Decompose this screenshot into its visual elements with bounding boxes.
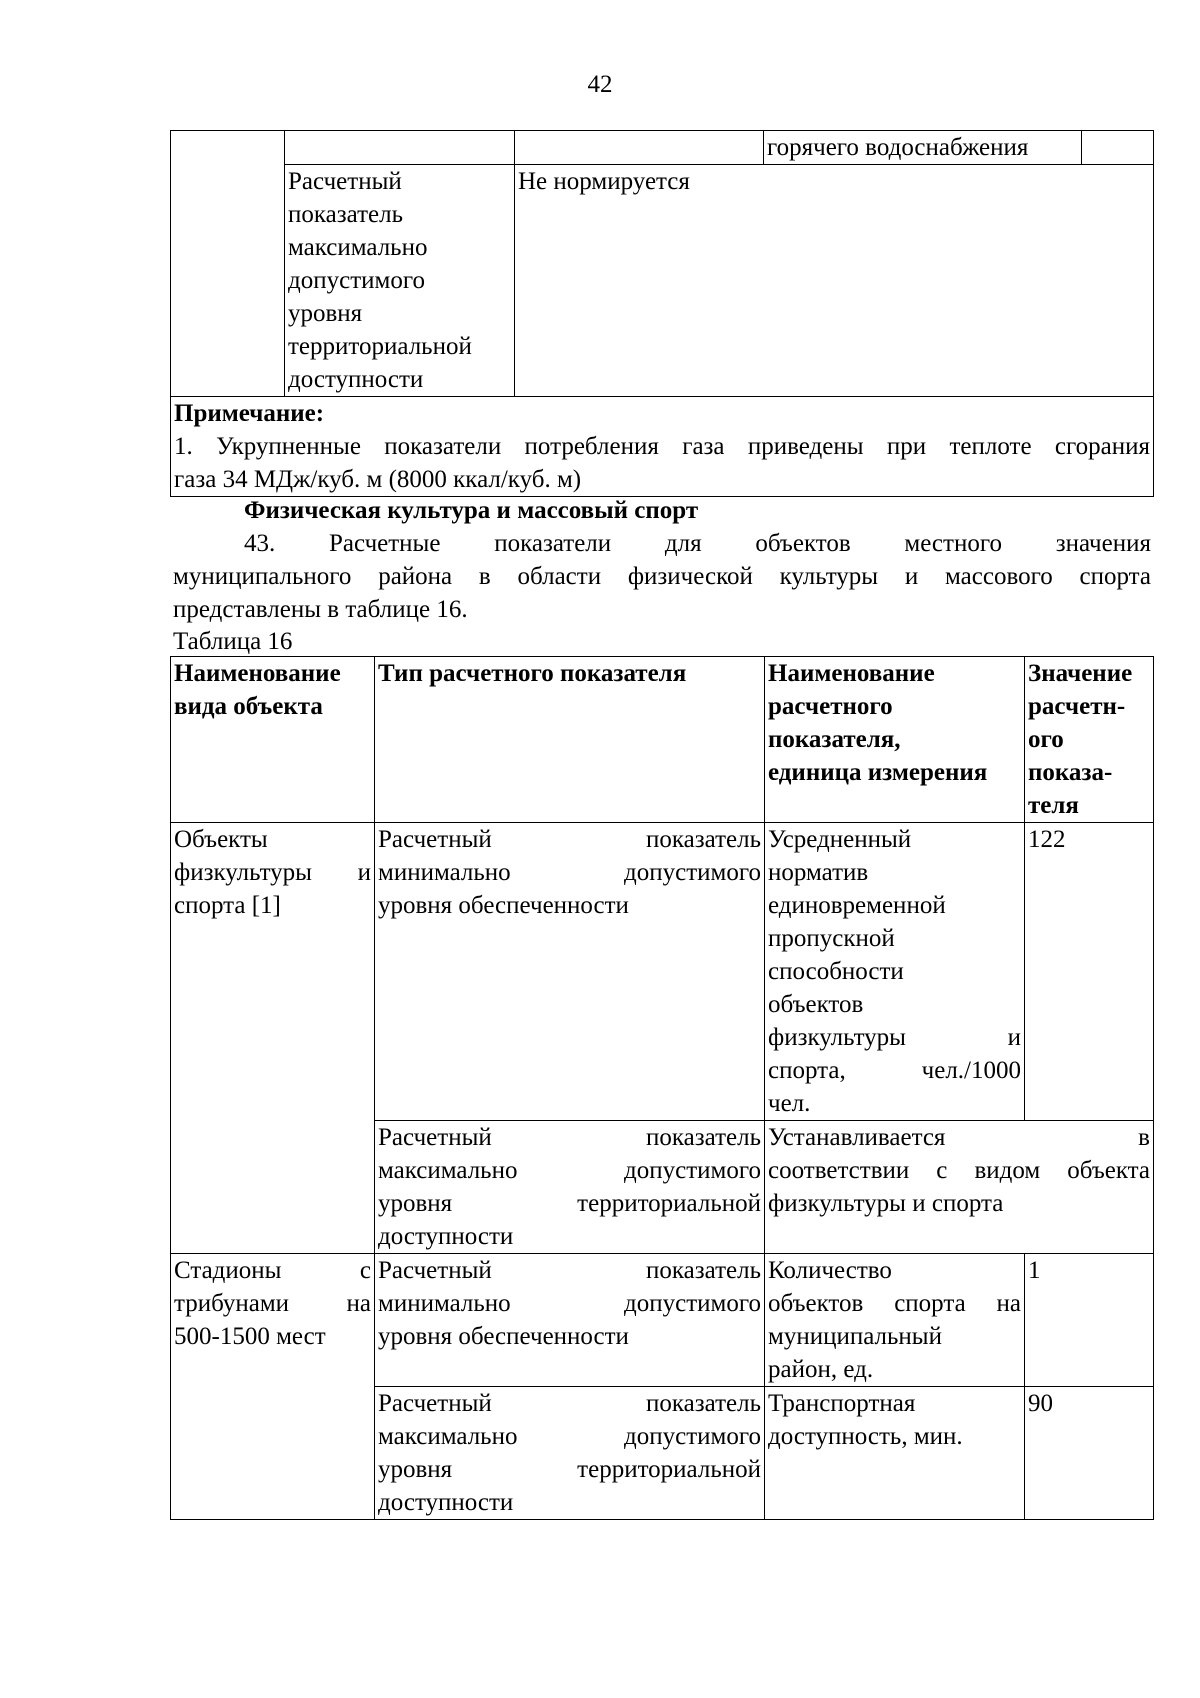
note-title: Примечание: xyxy=(174,400,325,427)
cell-line: физкультуры и xyxy=(768,1024,1021,1051)
paragraph-line: представлены в таблице 16. xyxy=(173,596,468,623)
note-line: 1. Укрупненные показатели потребления газа приведены при теплоте сгорания xyxy=(174,433,1150,460)
cell-line: трибунами на xyxy=(174,1290,371,1317)
cell-line: Расчетный показатель xyxy=(378,1390,761,1417)
cell-line: способности xyxy=(768,958,904,985)
table-16 xyxy=(170,656,1154,1520)
table-cell: горячего водоснабжения xyxy=(764,131,1082,165)
header-line: теля xyxy=(1028,792,1079,819)
indicator-cell xyxy=(765,1387,1025,1520)
cell-line: чел. xyxy=(768,1090,811,1117)
continued-table xyxy=(170,130,1154,497)
cell-line: доступности xyxy=(288,366,424,393)
cell-line: минимально допустимого xyxy=(378,1290,761,1317)
cell-line: территориальной xyxy=(288,333,472,360)
cell-line: уровня территориальной xyxy=(378,1456,761,1483)
header-line: расчетного xyxy=(768,693,893,720)
column-header xyxy=(375,657,765,823)
cell-line: Расчетный показатель xyxy=(378,1124,761,1151)
header-line: показа- xyxy=(1028,759,1113,786)
table-row xyxy=(171,823,1154,1121)
type-cell xyxy=(375,823,765,1121)
table-cell xyxy=(515,131,764,165)
cell-line: доступность, мин. xyxy=(768,1423,963,1450)
cell-line: Расчетный показатель xyxy=(378,826,761,853)
cell-line: соответствии с видом объекта xyxy=(768,1157,1150,1184)
cell-line: уровня территориальной xyxy=(378,1190,761,1217)
body-paragraph xyxy=(173,527,1151,626)
cell-line: пропускной xyxy=(768,925,895,952)
cell-line: норматив xyxy=(768,859,869,886)
header-line: Значение xyxy=(1028,660,1133,687)
cell-line: уровня xyxy=(288,300,363,327)
value-cell: 1 xyxy=(1025,1254,1154,1387)
cell-line: доступности xyxy=(378,1223,514,1250)
cell-line: физкультуры и xyxy=(174,859,371,886)
table-cell xyxy=(171,131,285,397)
cell-line: максимально xyxy=(288,234,428,261)
object-cell xyxy=(171,823,375,1254)
cell-line: единовременной xyxy=(768,892,946,919)
cell-line: спорта, чел./1000 xyxy=(768,1057,1021,1084)
column-header xyxy=(1025,657,1154,823)
cell-line: объектов спорта на xyxy=(768,1290,1021,1317)
type-cell xyxy=(375,1387,765,1520)
indicator-cell xyxy=(765,1121,1154,1254)
value-cell: 122 xyxy=(1025,823,1154,1121)
cell-line: Стадионы с xyxy=(174,1257,371,1284)
cell-line: уровня обеспеченности xyxy=(378,892,629,919)
type-cell xyxy=(375,1121,765,1254)
cell-line: Устанавливается в xyxy=(768,1124,1150,1151)
note-cell xyxy=(171,397,1154,497)
cell-line: Расчетный xyxy=(288,168,402,195)
table-cell xyxy=(285,165,515,397)
table-label: Таблица 16 xyxy=(173,628,293,655)
paragraph-line: 43. Расчетные показатели для объектов местного значения xyxy=(244,530,1151,557)
header-line: Наименование xyxy=(174,660,341,687)
header-line: единица измерения xyxy=(768,759,988,786)
cell-line: объектов xyxy=(768,991,864,1018)
table-row xyxy=(171,165,1154,397)
column-header xyxy=(171,657,375,823)
paragraph-line: муниципального района в области физической культуры и массового спорта xyxy=(173,563,1151,590)
page-number: 42 xyxy=(587,71,613,98)
cell-line: уровня обеспеченности xyxy=(378,1323,629,1350)
column-header xyxy=(765,657,1025,823)
table-cell xyxy=(285,131,515,165)
cell-line: показатель xyxy=(288,201,403,228)
cell-line: физкультуры и спорта xyxy=(768,1190,1004,1217)
cell-line: Объекты xyxy=(174,826,268,853)
header-row xyxy=(171,657,1154,823)
table-row xyxy=(171,131,1154,165)
cell-line: район, ед. xyxy=(768,1356,874,1383)
object-cell xyxy=(171,1254,375,1520)
indicator-cell xyxy=(765,1254,1025,1387)
section-heading: Физическая культура и массовый спорт xyxy=(244,497,699,524)
type-cell xyxy=(375,1254,765,1387)
table-cell: Не нормируется xyxy=(515,165,1154,397)
cell-line: Транспортная xyxy=(768,1390,916,1417)
header-line: Тип расчетного показателя xyxy=(378,660,687,687)
indicator-cell xyxy=(765,823,1025,1121)
header-line: вида объекта xyxy=(174,693,323,720)
note-row xyxy=(171,397,1154,497)
cell-line: Усредненный xyxy=(768,826,912,853)
cell-line: Количество xyxy=(768,1257,892,1284)
cell-line: доступности xyxy=(378,1489,514,1516)
value-cell: 90 xyxy=(1025,1387,1154,1520)
cell-line: максимально допустимого xyxy=(378,1423,761,1450)
table-row xyxy=(171,1254,1154,1387)
cell-line: Расчетный показатель xyxy=(378,1257,761,1284)
cell-line: максимально допустимого xyxy=(378,1157,761,1184)
header-line: ого xyxy=(1028,726,1064,753)
cell-line: допустимого xyxy=(288,267,425,294)
header-line: расчетн- xyxy=(1028,693,1126,720)
header-line: показателя, xyxy=(768,726,901,753)
header-line: Наименование xyxy=(768,660,935,687)
cell-line: спорта [1] xyxy=(174,892,281,919)
cell-line: 500-1500 мест xyxy=(174,1323,326,1350)
note-line: газа 34 МДж/куб. м (8000 ккал/куб. м) xyxy=(174,466,582,493)
cell-line: муниципальный xyxy=(768,1323,942,1350)
table-cell xyxy=(1082,131,1154,165)
cell-line: минимально допустимого xyxy=(378,859,761,886)
